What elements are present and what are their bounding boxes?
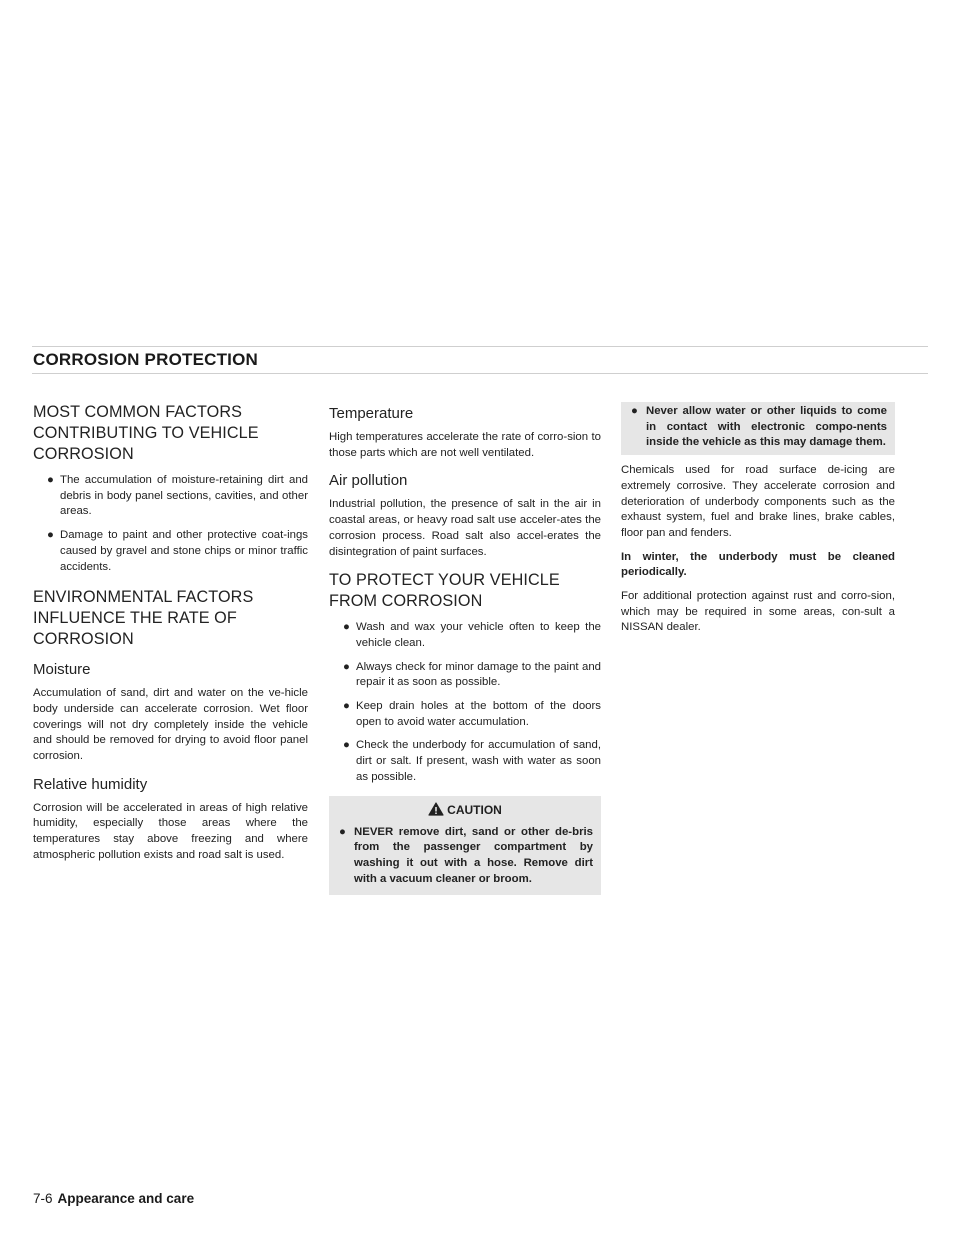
bullet-icon: ●	[343, 700, 350, 713]
section-rule	[32, 373, 928, 374]
caution-continued-list	[629, 404, 887, 451]
common-factors-list	[33, 473, 308, 575]
heading-environmental-factors: ENVIRONMENTAL FACTORS INFLUENCE THE RATE OF CORROSION	[33, 588, 254, 649]
heading-common-factors: MOST COMMON FACTORS CONTRIBUTING TO VEHICLE CORROSION	[33, 403, 259, 463]
page-number: 7-6	[33, 1191, 53, 1206]
protect-list	[329, 620, 601, 785]
heading-temperature: Temperature	[329, 405, 414, 422]
list-item: ● Keep drain holes at the bottom of the doors open to avoid water accumulation.	[343, 700, 601, 728]
bullet-icon: ●	[343, 621, 350, 634]
caution-continued-box	[621, 402, 895, 455]
caution-box	[329, 796, 601, 896]
heading-relative-humidity: Relative humidity	[33, 775, 148, 793]
humidity-text: Corrosion will be accelerated in areas of high relative humidity, especially those areas where the temperatures stay above freezing and where atmospheric pollution exists and road salt is used.	[33, 801, 308, 861]
bullet-icon: ●	[47, 529, 54, 542]
bullet-icon: ●	[343, 660, 350, 673]
caution-label: CAUTION	[447, 802, 502, 817]
bullet-icon: ●	[339, 825, 346, 838]
bullet-icon: ●	[47, 474, 54, 486]
column-1	[33, 402, 308, 872]
winter-text: In winter, the underbody must be cleaned periodically.	[621, 550, 895, 579]
list-item: ● Damage to paint and other protective coat-ings caused by gravel and stone chips or minor traffic accidents.	[47, 529, 308, 573]
heading-moisture: Moisture	[33, 661, 91, 679]
chemicals-text: Chemicals used for road surface de-icing are extremely corrosive. They accelerate corrosion and deterioration of underbody components such as the exhaust system, fuel and brake lines, brake cables, floor pan and fenders.	[621, 464, 895, 539]
bullet-icon: ●	[343, 739, 350, 752]
top-rule	[32, 346, 928, 347]
column-2	[329, 404, 601, 895]
footer-section: Appearance and care	[57, 1191, 195, 1206]
caution-list	[337, 825, 593, 888]
temperature-text: High temperatures accelerate the rate of corro-sion to those parts which are not well ventilated.	[329, 431, 601, 459]
list-item: ● Wash and wax your vehicle often to keep the vehicle clean.	[343, 621, 601, 649]
page-footer	[33, 1191, 194, 1206]
bullet-icon: ●	[631, 405, 638, 417]
section-title: CORROSION PROTECTION	[33, 350, 259, 369]
list-item: ● Always check for minor damage to the paint and repair it as soon as possible.	[343, 660, 601, 689]
list-item: ● Check the underbody for accumulation of sand, dirt or salt. If present, wash with water as soon as possible.	[343, 739, 601, 783]
warning-triangle-icon	[428, 802, 444, 816]
caution-header	[337, 802, 593, 817]
additional-protection-text: For additional protection against rust and corro-sion, which may be required in some areas, con-sult a NISSAN dealer.	[621, 590, 895, 634]
list-item: ● The accumulation of moisture-retaining dirt and debris in body panel sections, cavities, and other areas.	[47, 474, 308, 518]
air-pollution-text: Industrial pollution, the presence of salt in the air in coastal areas, or heavy road salt use acceler-ates the corrosion process. Road salt also accel-erates the disintegration of paint surfaces.	[329, 498, 601, 558]
heading-protect-vehicle: TO PROTECT YOUR VEHICLE FROM CORROSION	[329, 571, 560, 611]
list-item: ● NEVER remove dirt, sand or other de-bris from the passenger compartment by washing it out with a hose. Remove dirt with a vacuum cleaner or broom.	[339, 825, 593, 885]
list-item: ● Never allow water or other liquids to come in contact with electronic compo-nents inside the vehicle as this may damage them.	[631, 405, 887, 449]
heading-air-pollution: Air pollution	[329, 472, 408, 490]
column-3	[621, 402, 895, 644]
moisture-text: Accumulation of sand, dirt and water on the ve-hicle body underside can accelerate corrosion. Wet floor coverings will not dry completely inside the vehicle and should be removed for drying to avoid floor panel corrosion.	[33, 687, 308, 763]
